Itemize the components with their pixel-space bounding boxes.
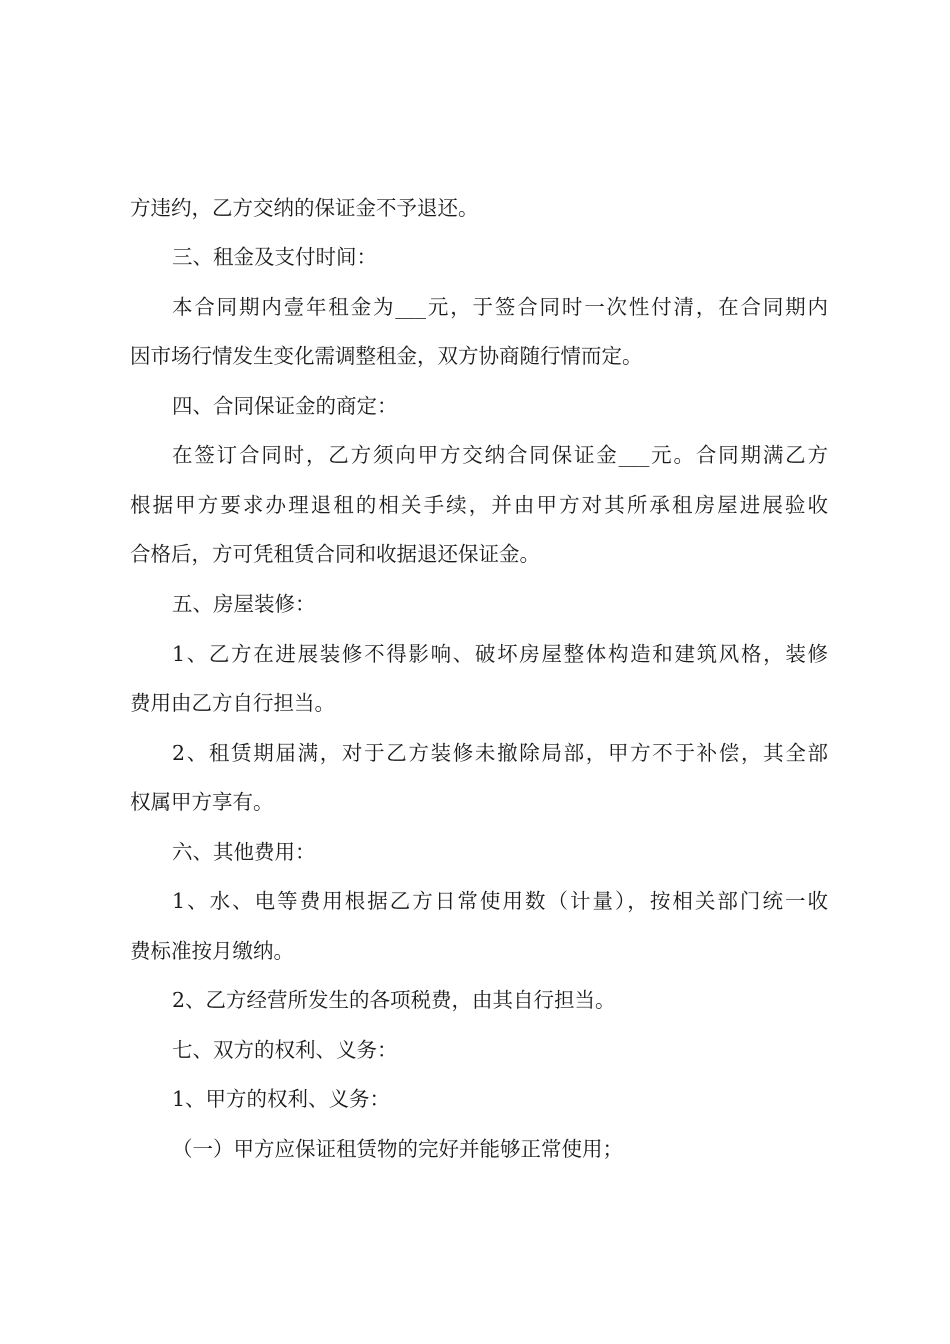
section-heading: 七、双方的权利、义务：	[172, 1038, 398, 1062]
paragraph-line: 2、租赁期届满，对于乙方装修未撤除局部，甲方不于补偿，其全部	[172, 741, 828, 765]
subsection-heading: 1、甲方的权利、义务：	[172, 1087, 391, 1111]
section-heading: 三、租金及支付时间：	[172, 245, 377, 269]
paragraph-line: 在签订合同时，乙方须向甲方交纳合同保证金___元。合同期满乙方	[172, 443, 828, 467]
section-heading: 四、合同保证金的商定：	[172, 394, 398, 418]
paragraph-line: 费用由乙方自行担当。	[130, 691, 335, 715]
paragraph-line: 1、水、电等费用根据乙方日常使用数（计量），按相关部门统一收	[172, 889, 828, 913]
list-item: （一）甲方应保证租赁物的完好并能够正常使用；	[172, 1137, 623, 1161]
paragraph-line: 因市场行情发生变化需调整租金，双方协商随行情而定。	[130, 344, 643, 368]
section-heading: 五、房屋装修：	[172, 592, 316, 616]
section-heading: 六、其他费用：	[172, 840, 316, 864]
paragraph-line: 合格后，方可凭租赁合同和收据退还保证金。	[130, 542, 540, 566]
paragraph-line: 本合同期内壹年租金为___元，于签合同时一次性付清，在合同期内	[172, 295, 828, 319]
paragraph-line: 2、乙方经营所发生的各项税费，由其自行担当。	[172, 988, 616, 1012]
paragraph-line: 权属甲方享有。	[130, 790, 274, 814]
paragraph-line: 根据甲方要求办理退租的相关手续，并由甲方对其所承租房屋进展验收	[130, 493, 828, 517]
paragraph-line: 费标准按月缴纳。	[130, 939, 294, 963]
paragraph-line: 方违约，乙方交纳的保证金不予退还。	[130, 196, 479, 220]
paragraph-line: 1、乙方在进展装修不得影响、破坏房屋整体构造和建筑风格，装修	[172, 642, 828, 666]
